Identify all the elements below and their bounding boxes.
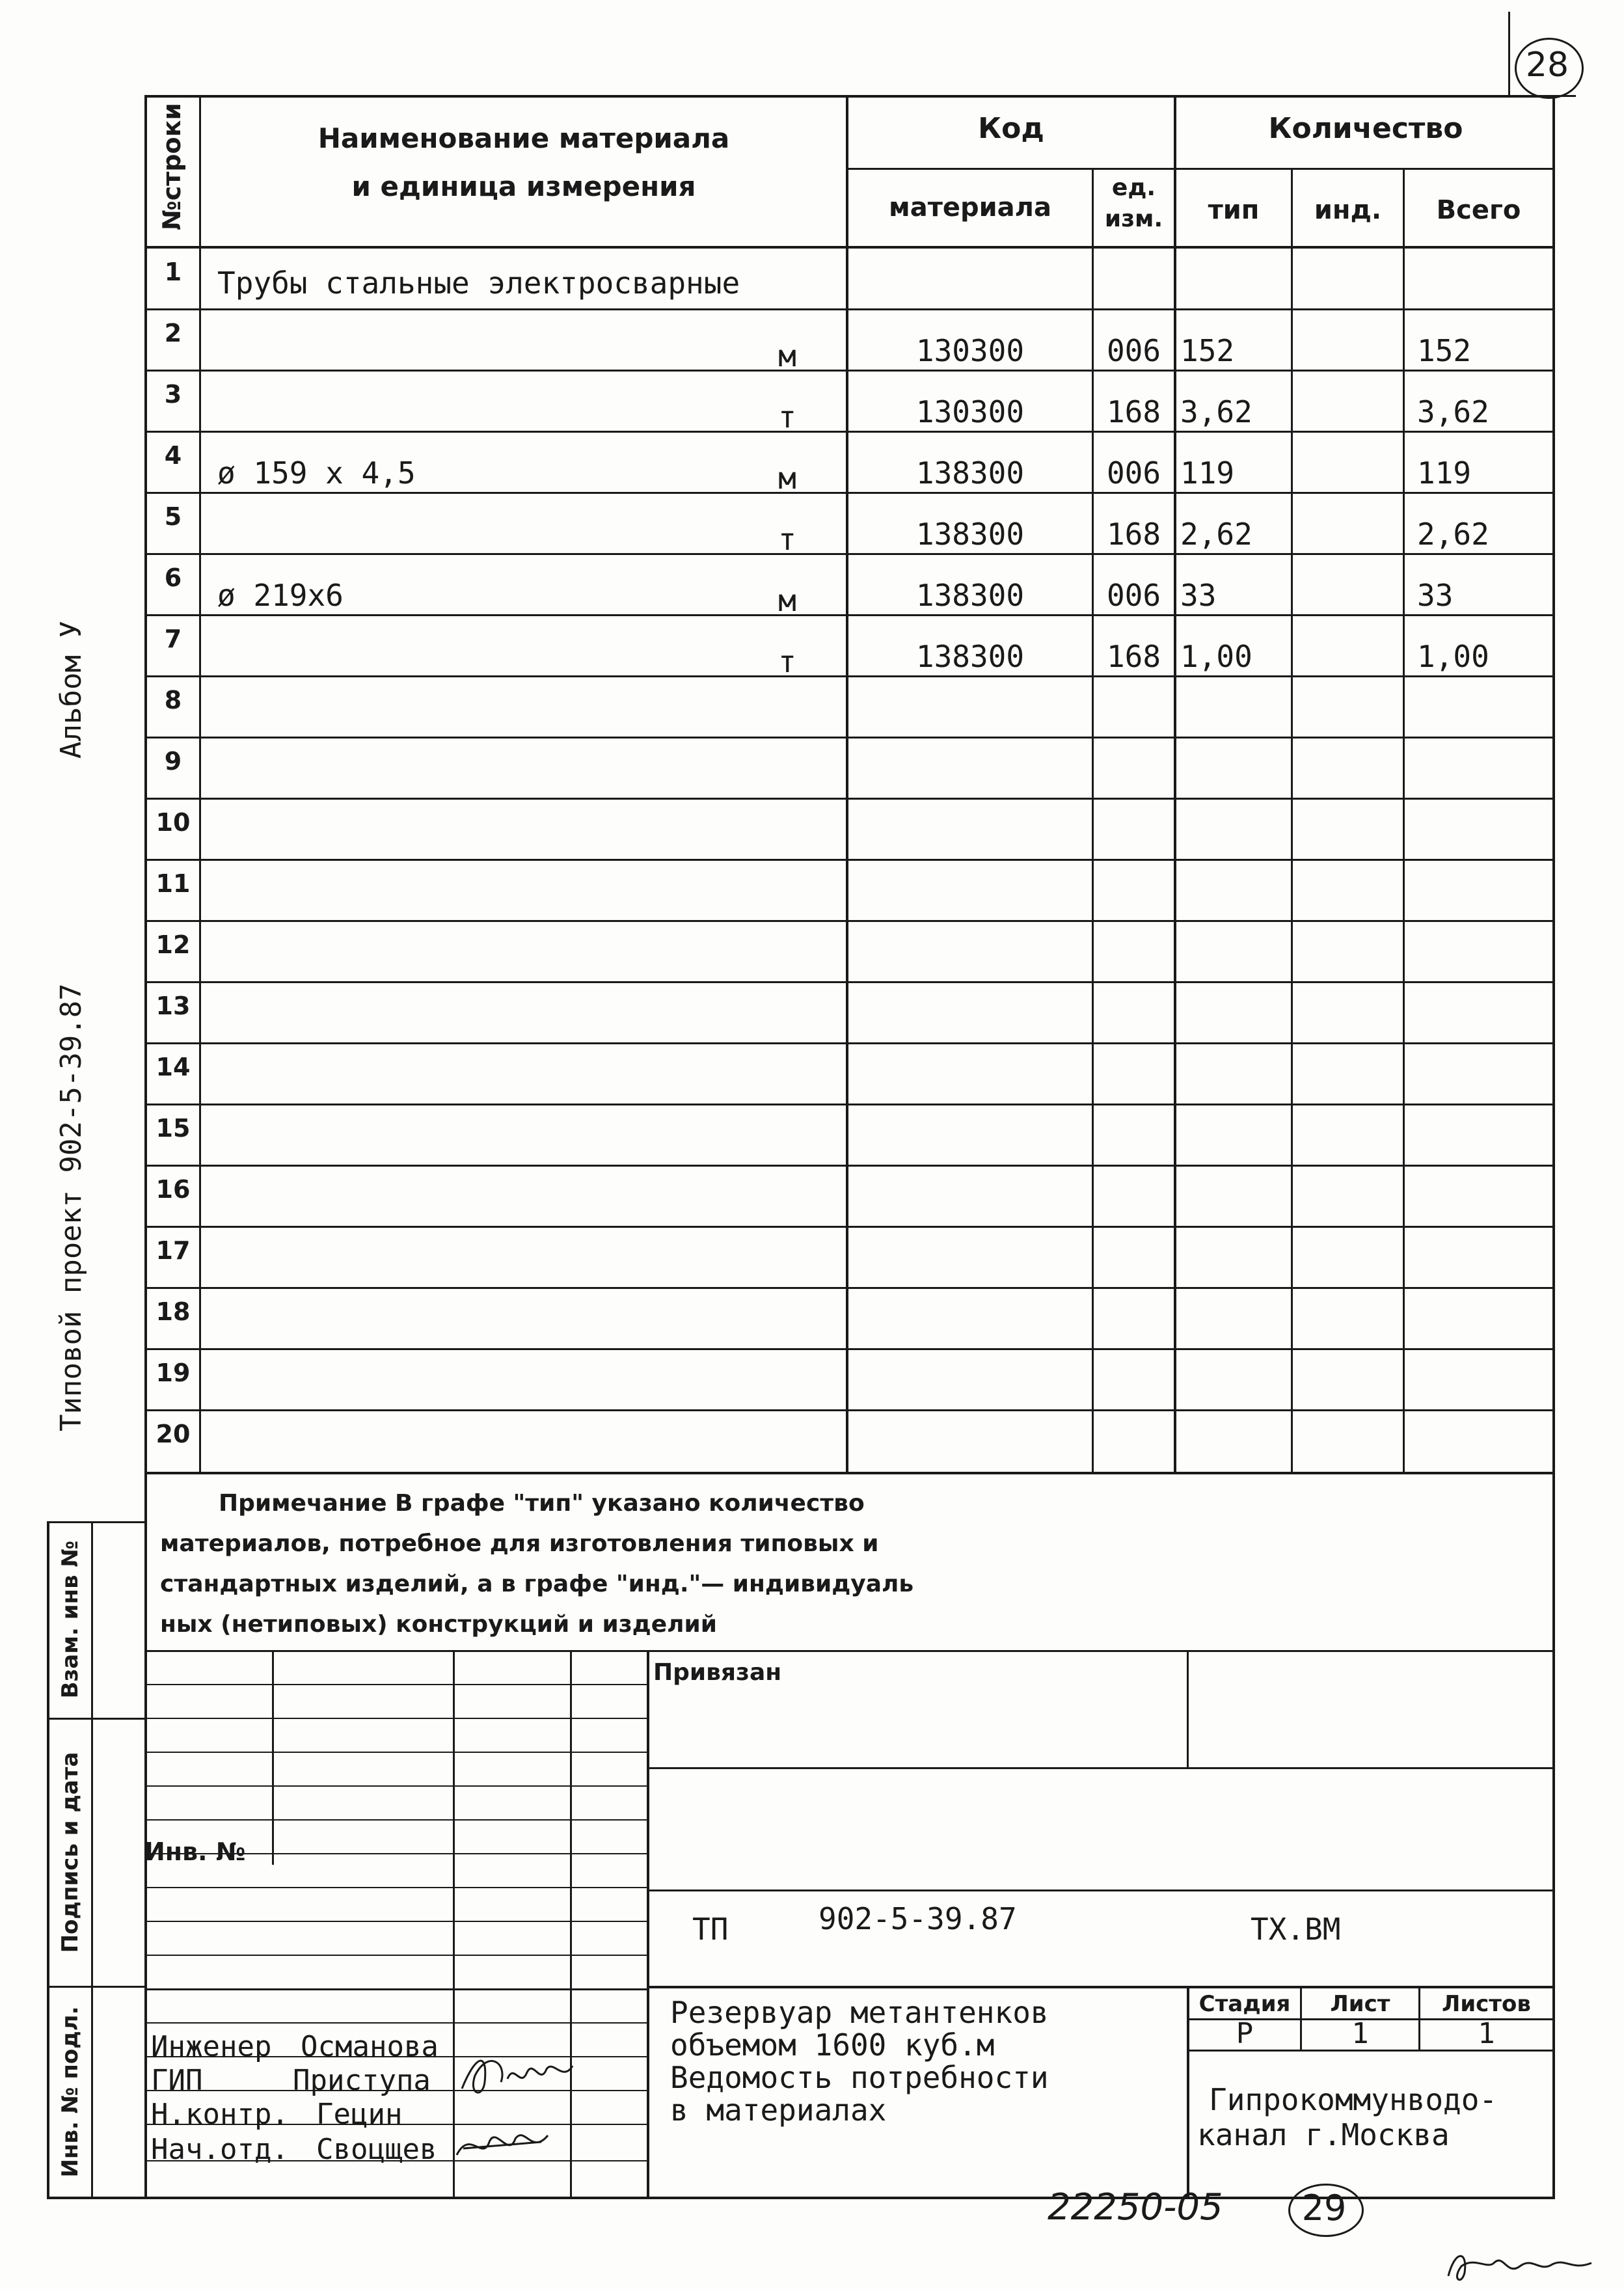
cell-ed: 168	[1106, 517, 1161, 552]
person-name-3: Гецин	[316, 2098, 403, 2131]
note-line-3: стандартных изделий, а в графе "инд."— индивидуаль	[160, 1571, 914, 1597]
person-role-1: Инженер	[151, 2030, 272, 2063]
row-number: 4	[164, 441, 182, 470]
row-number: 12	[156, 930, 191, 959]
row-number: 17	[156, 1236, 191, 1265]
row-number: 18	[156, 1297, 191, 1326]
privyazan-label: Привязан	[653, 1659, 782, 1686]
cell-total: 3,62	[1417, 394, 1489, 429]
person-name-4: Своцщев	[316, 2133, 437, 2166]
row-number: 11	[156, 869, 191, 898]
row-divider	[144, 553, 1555, 555]
row-divider	[144, 1226, 1555, 1228]
row-divider	[144, 920, 1555, 922]
cell-code: 138300	[915, 639, 1025, 674]
title-line-2: объемом 1600 куб.м	[670, 2027, 995, 2063]
row-divider	[144, 1348, 1555, 1350]
bottom-code: 22250-05	[1048, 2186, 1223, 2228]
row-number: 1	[164, 258, 182, 286]
inv-no-label: Инв. №	[144, 1837, 246, 1866]
row-divider	[144, 1042, 1555, 1044]
field-vzam-inv: Взам. инв №	[57, 1540, 83, 1699]
header-qty-total: Всего	[1436, 195, 1521, 225]
cell-type: 33	[1180, 578, 1217, 613]
title-line-4: в материалах	[670, 2093, 887, 2128]
cell-total: 1,00	[1417, 639, 1489, 674]
cell-type: 2,62	[1180, 517, 1252, 552]
tp-code: ТХ.ВМ	[1251, 1912, 1341, 1947]
signature-nach	[450, 2122, 561, 2168]
row-divider	[144, 614, 1555, 616]
note-line-2: материалов, потребное для изготовления типовых и	[160, 1530, 879, 1557]
cell-type: 152	[1180, 333, 1235, 368]
cell-unit: т	[778, 522, 796, 557]
bottom-page-number: 29	[1301, 2187, 1347, 2228]
org-line-1: Гипрокоммунводо-	[1209, 2082, 1498, 2117]
sheet-value: 1	[1351, 2017, 1369, 2050]
note-line-1: Примечание В графе "тип" указано количество	[219, 1490, 865, 1517]
row-number: 15	[156, 1114, 191, 1143]
row-number: 6	[164, 563, 182, 592]
person-role-4: Нач.отд.	[151, 2133, 289, 2166]
header-qty: Количество	[1268, 112, 1463, 145]
row-number: 14	[156, 1053, 191, 1081]
row-divider	[144, 981, 1555, 983]
header-code-material: материала	[889, 193, 1051, 223]
header-name-2: и единица измерения	[351, 170, 696, 202]
cell-code: 130300	[915, 394, 1025, 429]
top-page-number: 28	[1525, 46, 1569, 85]
sheet-label: Лист	[1330, 1991, 1390, 2017]
header-qty-ind: инд.	[1314, 195, 1382, 225]
stage-label: Стадия	[1198, 1991, 1291, 2017]
person-role-2: ГИП	[151, 2064, 203, 2097]
row-divider	[144, 1409, 1555, 1411]
row-number: 13	[156, 992, 191, 1020]
cell-name: Трубы стальные электросварные	[217, 265, 740, 301]
org-line-2: канал г.Москва	[1197, 2117, 1450, 2152]
cell-unit: м	[778, 461, 796, 496]
cell-total: 152	[1417, 333, 1472, 368]
row-divider	[144, 1165, 1555, 1167]
side-project-label: Типовой проект 902-5-39.87	[55, 983, 88, 1431]
row-divider	[144, 370, 1555, 372]
cell-ed: 006	[1106, 455, 1161, 491]
person-role-3: Н.контр.	[151, 2098, 289, 2131]
person-name-1: Османова	[301, 2030, 439, 2063]
header-code-unit: ед.	[1111, 174, 1156, 201]
cell-name: ø 159 х 4,5	[217, 455, 416, 491]
row-divider	[144, 859, 1555, 861]
cell-code: 138300	[915, 455, 1025, 491]
tp-number: 902-5-39.87	[819, 1901, 1017, 1936]
row-divider	[144, 492, 1555, 494]
row-divider	[144, 798, 1555, 800]
field-inv-podl: Инв. № подл.	[57, 2006, 83, 2178]
row-divider	[144, 1104, 1555, 1105]
cell-type: 1,00	[1180, 639, 1252, 674]
row-divider	[144, 431, 1555, 433]
title-line-1: Резервуар метантенков	[670, 1995, 1049, 2030]
row-number: 9	[164, 747, 182, 776]
header-row-no: №строки	[157, 103, 186, 230]
header-name: Наименование материала	[318, 122, 730, 154]
cell-code: 138300	[915, 578, 1025, 613]
field-podpis-data: Подпись и дата	[57, 1752, 83, 1953]
row-divider	[144, 675, 1555, 677]
row-number: 20	[156, 1420, 191, 1448]
stage-value: Р	[1236, 2017, 1254, 2050]
tp-label: ТП	[692, 1912, 729, 1947]
cell-unit: м	[778, 338, 796, 373]
cell-total: 33	[1417, 578, 1454, 613]
cell-ed: 168	[1106, 639, 1161, 674]
header-qty-type: тип	[1208, 195, 1260, 225]
cell-unit: т	[778, 400, 796, 435]
cell-type: 3,62	[1180, 394, 1252, 429]
title-line-3: Ведомость потребности	[670, 2060, 1049, 2095]
cell-unit: т	[778, 644, 796, 679]
cell-ed: 006	[1106, 578, 1161, 613]
cell-ed: 168	[1106, 394, 1161, 429]
note-line-4: ных (нетиповых) конструкций и изделий	[160, 1611, 717, 1638]
cell-total: 119	[1417, 455, 1472, 491]
side-album-label: Альбом У	[55, 621, 88, 759]
row-number: 10	[156, 808, 191, 837]
header-code-unit-2: изм.	[1104, 206, 1163, 232]
cell-code: 130300	[915, 333, 1025, 368]
cell-name: ø 219х6	[217, 578, 344, 613]
signature-bottom-right	[1442, 2243, 1598, 2289]
cell-ed: 006	[1106, 333, 1161, 368]
cell-unit: м	[778, 583, 796, 618]
cell-total: 2,62	[1417, 517, 1489, 552]
row-number: 3	[164, 380, 182, 409]
person-name-2: Приступа	[293, 2064, 431, 2097]
row-number: 5	[164, 502, 182, 531]
sheets-value: 1	[1478, 2017, 1495, 2050]
row-number: 2	[164, 319, 182, 347]
row-divider	[144, 1287, 1555, 1289]
header-code: Код	[978, 112, 1044, 145]
cell-code: 138300	[915, 517, 1025, 552]
row-divider	[144, 308, 1555, 310]
row-number: 16	[156, 1175, 191, 1204]
row-divider	[144, 737, 1555, 738]
signature-gip	[449, 2043, 579, 2102]
row-number: 19	[156, 1359, 191, 1387]
row-number: 8	[164, 686, 182, 714]
cell-type: 119	[1180, 455, 1235, 491]
row-number: 7	[164, 625, 182, 653]
sheets-label: Листов	[1442, 1991, 1531, 2017]
